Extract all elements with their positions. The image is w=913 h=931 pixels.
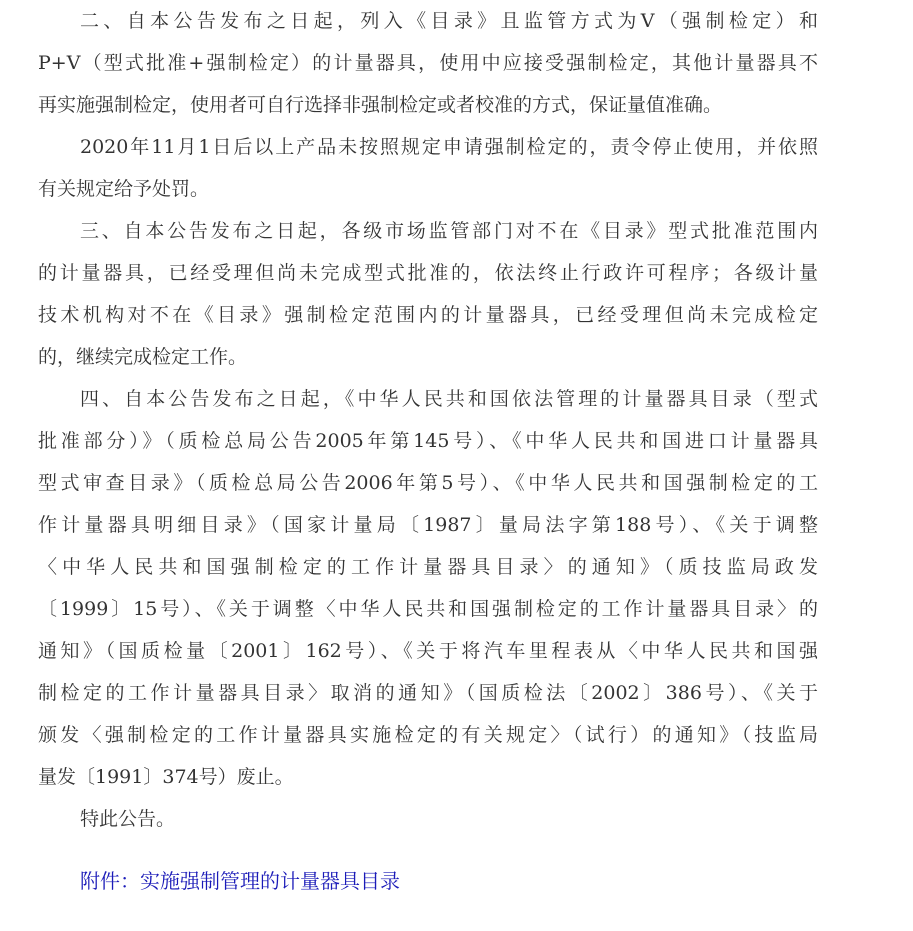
text-line: 颁发〈强制检定的工作计量器具实施检定的有关规定〉（试行）的通知》（技监局 bbox=[38, 724, 818, 746]
attachment-link-row bbox=[38, 862, 818, 902]
text-line: 三、自本公告发布之日起，各级市场监管部门对不在《目录》型式批准范围内 bbox=[80, 220, 818, 242]
text-line: 再实施强制检定，使用者可自行选择非强制检定或者校准的方式，保证量值准确。 bbox=[38, 94, 723, 116]
text-line: 技术机构对不在《目录》强制检定范围内的计量器具，已经受理但尚未完成检定 bbox=[38, 304, 818, 326]
text-line: 〈中华人民共和国强制检定的工作计量器具目录〉的通知》（质技监局政发 bbox=[38, 556, 818, 578]
text-line: P+V（型式批准+强制检定）的计量器具，使用中应接受强制检定，其他计量器具不 bbox=[38, 52, 818, 74]
text-line: 四、自本公告发布之日起，《中华人民共和国依法管理的计量器具目录（型式 bbox=[80, 388, 818, 410]
closing-statement bbox=[38, 798, 818, 840]
text-line: 量发〔1991〕374号）废止。 bbox=[38, 766, 294, 788]
text-line: 的计量器具，已经受理但尚未完成型式批准的，依法终止行政许可程序；各级计量 bbox=[38, 262, 818, 284]
paragraph-item-4 bbox=[38, 378, 818, 798]
text-line: 〔1999〕15号）、《关于调整〈中华人民共和国强制检定的工作计量器具目录〉的 bbox=[38, 598, 818, 620]
text-line: 批准部分）》（质检总局公告2005年第145号）、《中华人民共和国进口计量器具 bbox=[38, 430, 818, 452]
text-line: 通知》（国质检量〔2001〕162号）、《关于将汽车里程表从〈中华人民共和国强 bbox=[38, 640, 818, 662]
paragraph-deadline-note bbox=[38, 126, 818, 210]
text-line: 特此公告。 bbox=[80, 808, 176, 830]
text-line: 有关规定给予处罚。 bbox=[38, 178, 210, 200]
paragraph-item-2 bbox=[38, 0, 818, 126]
attachment-link[interactable]: 附件：实施强制管理的计量器具目录 bbox=[80, 871, 400, 893]
text-line: 制检定的工作计量器具目录〉取消的通知》（国质检法〔2002〕386号）、《关于 bbox=[38, 682, 818, 704]
text-line: 作计量器具明细目录》（国家计量局〔1987〕量局法字第188号）、《关于调整 bbox=[38, 514, 818, 536]
text-line: 型式审查目录》（质检总局公告2006年第5号）、《中华人民共和国强制检定的工 bbox=[38, 472, 818, 494]
text-line: 二、自本公告发布之日起，列入《目录》且监管方式为V（强制检定）和 bbox=[80, 10, 818, 32]
paragraph-item-3 bbox=[38, 210, 818, 378]
text-line: 的，继续完成检定工作。 bbox=[38, 346, 248, 368]
announcement-body bbox=[38, 0, 818, 902]
text-line: 2020年11月1日后以上产品未按照规定申请强制检定的，责令停止使用，并依照 bbox=[80, 136, 818, 158]
